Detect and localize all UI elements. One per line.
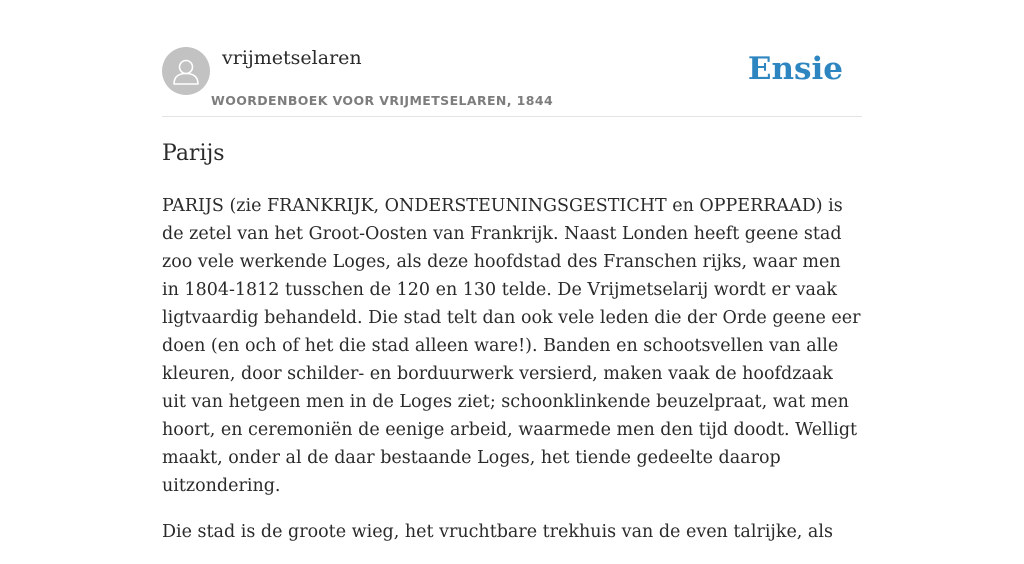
author-avatar[interactable] xyxy=(162,47,210,95)
article-paragraph: PARIJS (zie FRANKRIJK, ONDERSTEUNINGSGESTICHT en OPPERRAAD) is de zetel van het Groot-Oosten van Frankrijk. Naast Londen heeft geene stad zoo vele werkende Loges, als deze hoofdstad des Franschen rijks, waar men in 1804-1812 tusschen de 120 en 130 telde. De Vrijmetselarij wordt er vaak ligtvaardig behandeld. Die stad telt dan ook vele leden die der Orde geene eer doen (en och of het die stad alleen ware!). Banden en schootsvellen van alle kleuren, door schilder- en borduurwerk versierd, maken vaak de hoofdzaak uit van hetgeen men in de Loges ziet; schoonklinkende beuzelpraat, wat men hoort, en ceremoniën de eenige arbeid, waarmede men den tijd doodt. Welligt maakt, onder al de daar bestaande Loges, het tiende gedeelte daarop uitzondering. xyxy=(162,196,861,496)
article-body xyxy=(162,192,862,564)
source-label[interactable]: WOORDENBOEK VOOR VRIJMETSELAREN, 1844 xyxy=(211,93,554,108)
brand-logo[interactable]: Ensie xyxy=(747,51,843,87)
author-header xyxy=(162,46,862,117)
page-title: Parijs xyxy=(162,141,225,166)
article-paragraph: Die stad is de groote wieg, het vruchtbare trekhuis van de even talrijke, als xyxy=(162,522,833,542)
author-name[interactable]: vrijmetselaren xyxy=(222,47,362,69)
user-silhouette-icon xyxy=(162,47,210,95)
